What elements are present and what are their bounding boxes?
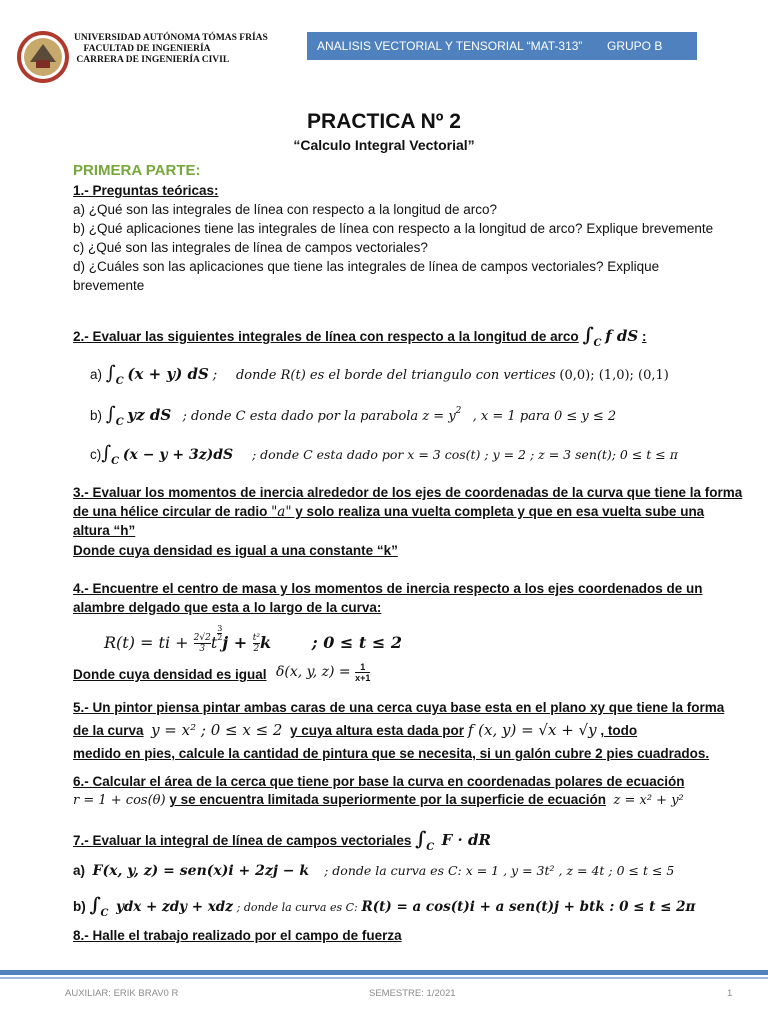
university-header	[74, 33, 268, 66]
course-banner	[307, 32, 697, 60]
section-heading: PRIMERA PARTE:	[73, 162, 201, 179]
footer-divider	[0, 970, 768, 975]
q5-line3: medido en pies, calcule la cantidad de pintura que se necesita, si un galón cubre 2 pies cuadrados.	[73, 746, 710, 761]
q5-line2: de la curva y = x² ; 0 ≤ x ≤ 2 y cuya altura esta dada por f (x, y) = √x + √y , todo	[73, 721, 638, 739]
footer-divider-light	[0, 977, 768, 979]
q4-density-equation: δ(x, y, z) = $\frac{1}{x+1}$	[276, 662, 371, 683]
q6-line2: r = 1 + cos(θ) y se encuentra limitada superiormente por la superficie de ecuación z = x² + y²	[73, 792, 684, 808]
q2-heading: 2.- Evaluar las siguientes integrales de línea con respecto a la longitud de arco $\int_C$ f dS :	[73, 324, 647, 349]
q4-line2: alambre delgado que esta a lo largo de la curva:	[73, 600, 382, 615]
university-seal-logo	[16, 30, 70, 84]
q1-item-d-cont: brevemente	[73, 278, 145, 293]
q1-item-a: a) ¿Qué son las integrales de línea con respecto a la longitud de arco?	[73, 202, 498, 217]
q4-curve-equation: R(t) = ti + $\frac{2√2}{3}$ t $\frac{3}{2}$ j + $\frac{\text{t²}}{2}$ k ; 0 ≤ t ≤ 2	[104, 624, 402, 654]
q1-item-d: d) ¿Cuáles son las aplicaciones que tiene las integrales de línea de campos vectoriales? Explique	[73, 259, 660, 274]
q7-item-b: b) $\int_C$ ydx + zdy + xdz ; donde la curva es C: R(t) = a cos(t)i + a sen(t)j + btk : 0 ≤ t ≤ 2π	[73, 894, 696, 919]
q4-density: Donde cuya densidad es igual	[73, 667, 267, 682]
university-name: UNIVERSIDAD AUTÓNOMA TÓMAS FRÍAS	[74, 33, 268, 43]
footer-auxiliar: AUXILIAR: ERIK BRAV0 R	[65, 988, 179, 999]
q3-line2: de una hélice circular de radio "a" y solo realiza una vuelta completa y que en esa vuelta sube una	[73, 504, 705, 520]
q1-item-b: b) ¿Qué aplicaciones tiene las integrales de línea con respecto a la longitud de arco? Explique brevemente	[73, 221, 714, 236]
q3-line1: 3.- Evaluar los momentos de inercia alrededor de los ejes de coordenadas de la curva que tiene la forma	[73, 485, 743, 500]
q7-heading: 7.- Evaluar la integral de línea de campos vectoriales $\int_C$ F · dR	[73, 828, 491, 853]
q8-heading: 8.- Halle el trabajo realizado por el campo de fuerza	[73, 928, 402, 943]
q2-item-a: a) $\int_C$ (x + y) dS ; donde R(t) es el borde del triangulo con vertices (0,0); (1,0); (0,1)	[90, 362, 669, 387]
page-title: PRACTICA Nº 2	[307, 110, 461, 133]
q7-item-a: a) F(x, y, z) = sen(x)i + 2zj − k ; donde la curva es C: x = 1 , y = 3t² , z = 4t ; 0 ≤ t ≤ 5	[73, 863, 675, 879]
q3-line3: altura “h”	[73, 523, 136, 538]
page-number: 1	[727, 988, 733, 999]
faculty-name: FACULTAD DE INGENIERÍA	[83, 44, 211, 54]
q3-line4: Donde cuya densidad es igual a una constante “k”	[73, 543, 398, 558]
q2-item-c: $c)\int_C$ (x − y + 3z)dS ; donde C esta dado por x = 3 cos(t) ; y = 2 ; z = 3 sen(t); 0 ≤ t ≤ π	[90, 442, 678, 467]
q6-line1: 6.- Calcular el área de la cerca que tiene por base la curva en coordenadas polares de ecuación	[73, 774, 685, 789]
q5-line1: 5.- Un pintor piensa pintar ambas caras de una cerca cuya base esta en el plano xy que tiene la forma	[73, 700, 725, 715]
page-subtitle: “Calculo Integral Vectorial”	[293, 137, 475, 153]
group-label: GRUPO B	[607, 39, 663, 53]
course-name: ANALISIS VECTORIAL Y TENSORIAL “MAT-313”	[317, 39, 583, 53]
q1-item-c: c) ¿Qué son las integrales de línea de campos vectoriales?	[73, 240, 428, 255]
footer-semester: SEMESTRE: 1/2021	[369, 988, 456, 999]
q2-item-b: b) $\int_C$ yz dS ; donde C esta dado por la parabola $z = y^2$ , x = 1 para 0 ≤ y ≤ 2	[90, 403, 617, 428]
career-name: CARRERA DE INGENIERÍA CIVIL	[76, 55, 230, 65]
q4-line1: 4.- Encuentre el centro de masa y los momentos de inercia respecto a los ejes coordenados de un	[73, 581, 703, 596]
q1-heading: 1.- Preguntas teóricas:	[73, 183, 219, 198]
